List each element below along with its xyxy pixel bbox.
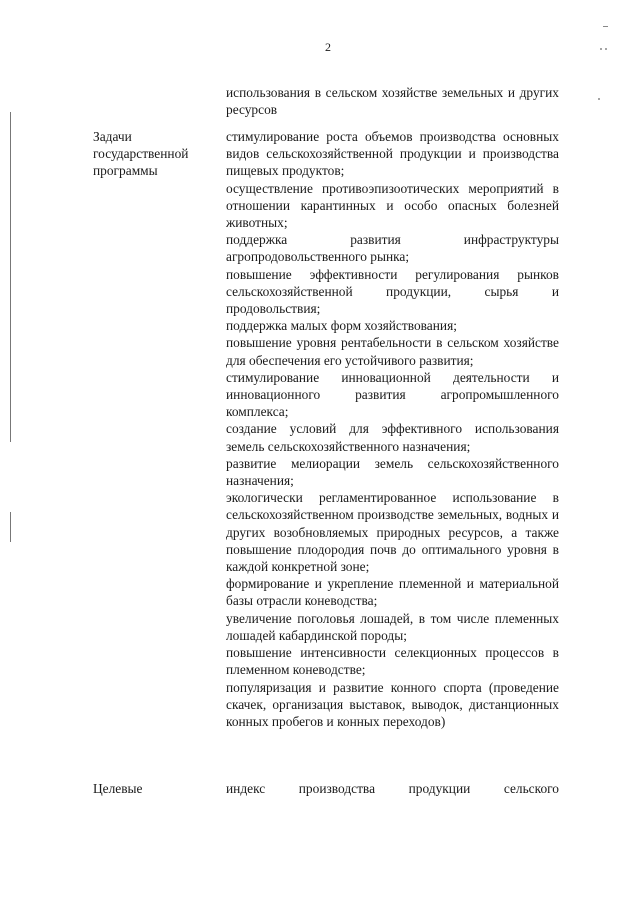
tasks-label: Задачи государственной программы: [93, 129, 189, 179]
task-item-6: повышение уровня рентабельности в сельском хозяйстве для обеспечения его устойчивого развития;: [226, 335, 559, 368]
task-item-10: экологически регламентированное использование в сельскохозяйственном производстве земельных, водных и других возобновляемых природных ресурсов, а также повышение плодородия почв до оптимального уровня в каждой конкретной зоне;: [226, 490, 559, 575]
task-item-7: стимулирование инновационной деятельности и инновационного развития агропромышленного комплекса;: [226, 369, 559, 420]
top-continuation-block: [226, 84, 559, 118]
task-item-8: создание условий для эффективного использования земель сельскохозяйственного назначения;: [226, 421, 559, 454]
targets-text: индекс производства продукции сельского: [226, 781, 559, 796]
scan-dot: [605, 48, 607, 50]
task-item-9: развитие мелиорации земель сельскохозяйственного назначения;: [226, 455, 559, 489]
scan-edge-mark: [10, 112, 11, 442]
task-item-1: стимулирование роста объемов производства основных видов сельскохозяйственной продукции и производства пищевых продуктов;: [226, 129, 559, 179]
task-item-5: поддержка малых форм хозяйствования;: [226, 318, 457, 334]
top-continuation-text: использования в сельском хозяйстве земельных и других ресурсов: [226, 85, 559, 118]
page-number: 2: [325, 40, 331, 54]
task-item-13: повышение интенсивности селекционных процессов в племенном коневодстве;: [226, 645, 559, 678]
task-item-14: популяризация и развитие конного спорта (проведение скачек, организация выставок, выводок, дистанционных конных пробегов и конных переходов): [226, 679, 559, 729]
targets-block: [226, 780, 559, 797]
scan-edge-mark-lower: [10, 512, 11, 542]
targets-label: Целевые: [93, 781, 143, 796]
tasks-list: [226, 128, 559, 730]
task-item-12: увеличение поголовья лошадей, в том числе племенных лошадей кабардинской породы;: [226, 610, 559, 643]
task-item-2: осуществление противоэпизоотических мероприятий в отношении карантинных и особо опасных болезней животных;: [226, 180, 559, 231]
scan-corner-mark: [603, 26, 608, 27]
scan-dot: [598, 98, 600, 100]
scan-dot: [600, 48, 602, 50]
task-item-11: формирование и укрепление племенной и материальной базы отрасли коневодства;: [226, 576, 559, 609]
task-item-3: поддержка развития инфраструктуры агропродовольственного рынка;: [226, 232, 559, 265]
task-item-4: повышение эффективности регулирования рынков сельскохозяйственной продукции, сырья и продовольствия;: [226, 266, 559, 317]
